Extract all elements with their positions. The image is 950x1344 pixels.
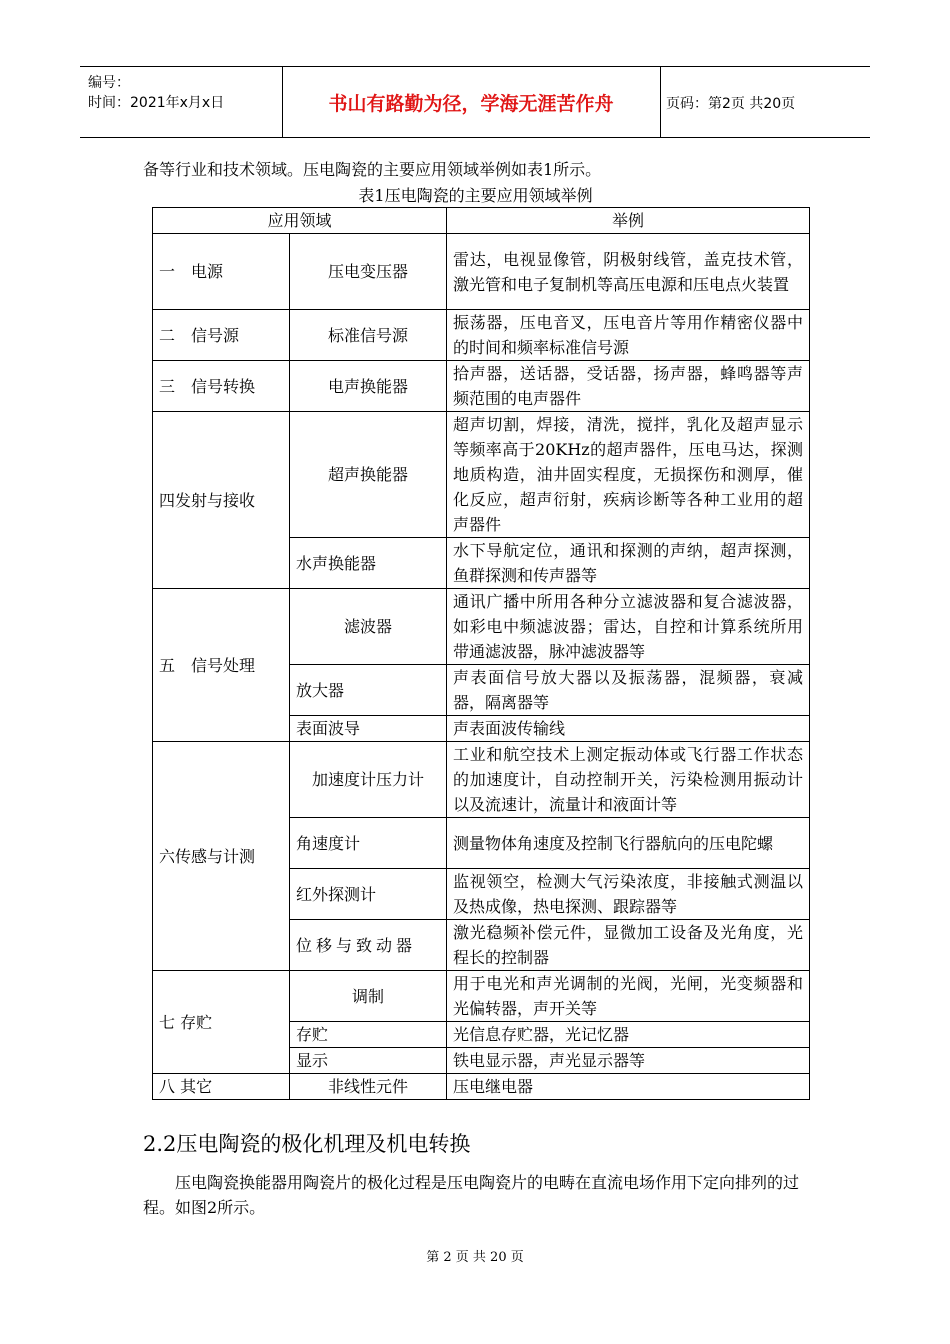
example-cell: 光信息存贮器，光记忆器 (447, 1022, 810, 1048)
table-row (153, 310, 810, 361)
applications-table (152, 207, 810, 1100)
table-row (153, 971, 810, 1022)
example-cell: 超声切割，焊接，清洗，搅拌，乳化及超声显示等频率高于20KHz的超声器件，压电马达，探测地质构造，油井固实程度，无损探伤和测厚，催化反应，超声衍射，疾病诊断等各种工业用的超声器件 (447, 412, 810, 538)
subcategory-cell: 压电变压器 (290, 234, 447, 310)
subcategory-cell: 非线性元件 (290, 1074, 447, 1100)
subcategory-cell: 红外探测计 (290, 869, 447, 920)
subcategory-cell: 加速度计压力计 (290, 742, 447, 818)
category-cell: 八 其它 (153, 1074, 290, 1100)
header-page-info: 页码：第2页 共20页 (666, 96, 796, 112)
subcategory-cell: 显示 (290, 1048, 447, 1074)
table-caption: 表1压电陶瓷的主要应用领域举例 (358, 186, 593, 205)
table-header-row (153, 208, 810, 234)
doc-number-label: 编号： (88, 75, 130, 91)
body-paragraph: 压电陶瓷换能器用陶瓷片的极化过程是压电陶瓷片的电畴在直流电场作用下定向排列的过程。如图2所示。 (143, 1173, 800, 1217)
example-cell: 工业和航空技术上测定振动体或飞行器工作状态的加速度计，自动控制开关，污染检测用振动计以及流速计，流量计和液面计等 (447, 742, 810, 818)
table-row (153, 412, 810, 538)
subcategory-cell: 角速度计 (290, 818, 447, 869)
category-cell: 一 电源 (153, 234, 290, 310)
category-cell: 三 信号转换 (153, 361, 290, 412)
example-cell: 压电继电器 (447, 1074, 810, 1100)
example-cell: 雷达，电视显像管，阴极射线管，盖克技术管，激光管和电子复制机等高压电源和压电点火装置 (447, 234, 810, 310)
subcategory-cell: 位移与致动器 (290, 920, 447, 971)
example-cell: 激光稳频补偿元件，显微加工设备及光角度，光程长的控制器 (447, 920, 810, 971)
example-cell: 用于电光和声光调制的光阀，光闸，光变频器和光偏转器，声开关等 (447, 971, 810, 1022)
subcategory-cell: 水声换能器 (290, 538, 447, 589)
header-motto: 书山有路勤为径，学海无涯苦作舟 (328, 92, 614, 115)
table-row (153, 589, 810, 665)
category-cell: 二 信号源 (153, 310, 290, 361)
table-row (153, 1074, 810, 1100)
example-cell: 声表面波传输线 (447, 716, 810, 742)
header-meta (88, 73, 224, 113)
subcategory-cell: 表面波导 (290, 716, 447, 742)
page-footer: 第 2 页 共 20 页 (426, 1250, 524, 1265)
subcategory-cell: 调制 (290, 971, 447, 1022)
category-cell: 五 信号处理 (153, 589, 290, 742)
table-row (153, 742, 810, 818)
section-heading: 2.2压电陶瓷的极化机理及机电转换 (143, 1132, 471, 1156)
subcategory-cell: 滤波器 (290, 589, 447, 665)
table-row (153, 361, 810, 412)
header-cell-field: 应用领域 (153, 208, 447, 234)
example-cell: 监视领空，检测大气污染浓度，非接触式测温以及热成像，热电探测、跟踪器等 (447, 869, 810, 920)
header-divider (660, 67, 661, 137)
example-cell: 声表面信号放大器以及振荡器，混频器，衰减器，隔离器等 (447, 665, 810, 716)
example-cell: 拾声器，送话器，受话器，扬声器，蜂鸣器等声频范围的电声器件 (447, 361, 810, 412)
intro-paragraph: 备等行业和技术领域。压电陶瓷的主要应用领域举例如表1所示。 (143, 160, 602, 179)
page-header (80, 66, 870, 138)
example-cell: 振荡器，压电音叉，压电音片等用作精密仪器中的时间和频率标准信号源 (447, 310, 810, 361)
subcategory-cell: 存贮 (290, 1022, 447, 1048)
category-cell: 七 存贮 (153, 971, 290, 1074)
example-cell: 通讯广播中所用各种分立滤波器和复合滤波器，如彩电中频滤波器；雷达，自控和计算系统所用带通滤波器，脉冲滤波器等 (447, 589, 810, 665)
subcategory-cell: 标准信号源 (290, 310, 447, 361)
header-cell-example: 举例 (447, 208, 810, 234)
subcategory-cell: 电声换能器 (290, 361, 447, 412)
example-cell: 测量物体角速度及控制飞行器航向的压电陀螺 (447, 818, 810, 869)
subcategory-cell: 放大器 (290, 665, 447, 716)
doc-time-label: 时间：2021年x月x日 (88, 95, 225, 111)
subcategory-cell: 超声换能器 (290, 412, 447, 538)
category-cell: 四发射与接收 (153, 412, 290, 589)
category-cell: 六传感与计测 (153, 742, 290, 971)
example-cell: 铁电显示器，声光显示器等 (447, 1048, 810, 1074)
table-row (153, 234, 810, 310)
example-cell: 水下导航定位，通讯和探测的声纳，超声探测，鱼群探测和传声器等 (447, 538, 810, 589)
